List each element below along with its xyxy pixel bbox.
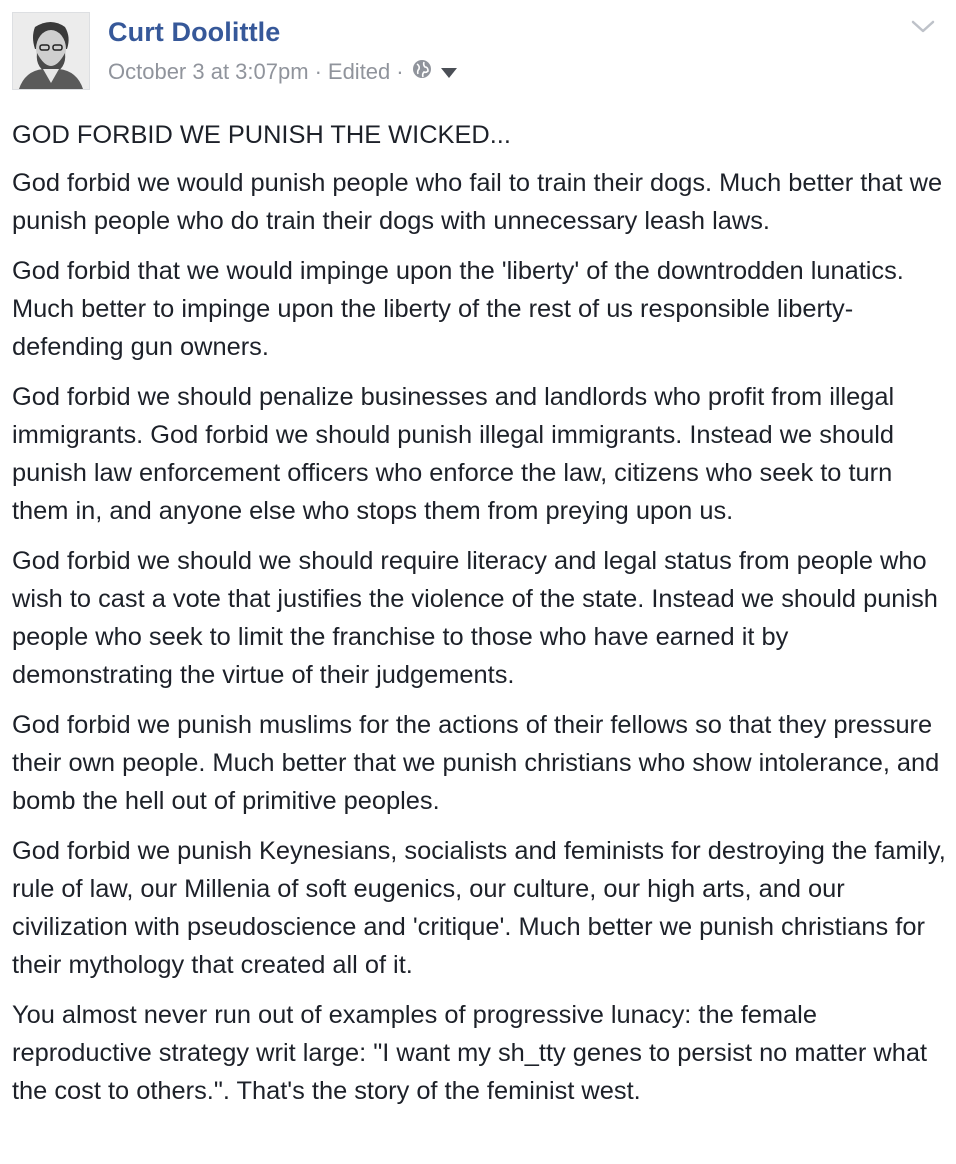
post-header	[12, 12, 944, 92]
meta-separator: ·	[314, 59, 322, 84]
post-paragraph: God forbid we would punish people who fail to train their dogs. Much better that we punish people who do train their dogs with unnecessary leash laws.	[12, 169, 943, 235]
post-paragraph: God forbid that we would impinge upon the 'liberty' of the downtrodden lunatics. Much better to impinge upon the liberty of the rest of us responsible liberty-defending gun owners.	[12, 257, 904, 361]
post-paragraph: God forbid we should penalize businesses and landlords who profit from illegal immigrants. God forbid we should punish illegal immigrants. Instead we should punish law enforcement officers who enforce the law, citizens who seek to turn them in, and anyone else who stops them from preying upon us.	[12, 383, 895, 525]
post-paragraph: God forbid we punish muslims for the actions of their fellows so that they pressure their own people. Much better that we punish christians who show intolerance, and bomb the hell out of primitive peoples.	[12, 711, 940, 815]
caret-down-icon[interactable]	[440, 59, 458, 85]
edited-label[interactable]: Edited	[327, 59, 391, 84]
post-body	[12, 116, 948, 1122]
profile-photo-icon	[13, 13, 89, 89]
post-timestamp[interactable]: October 3 at 3:07pm	[108, 59, 309, 84]
post-paragraph: God forbid we should we should require literacy and legal status from people who wish to cast a vote that justifies the violence of the state. Instead we should punish people who seek to limit the franchise to those who have earned it by demonstrating the virtue of their judgements.	[12, 547, 938, 689]
meta-separator: ·	[396, 59, 404, 84]
chevron-down-icon[interactable]	[910, 18, 936, 36]
post-meta	[108, 59, 458, 85]
avatar[interactable]	[12, 12, 90, 90]
post-paragraph: God forbid we punish Keynesians, socialists and feminists for destroying the family, rule of law, our Millenia of soft eugenics, our culture, our high arts, and our civilization with pseudoscience and 'critique'. Much better we punish christians for their mythology that created all of it.	[12, 837, 946, 979]
author-name[interactable]: Curt Doolittle	[108, 17, 281, 47]
post-headline: GOD FORBID WE PUNISH THE WICKED...	[12, 121, 511, 149]
post-paragraph: You almost never run out of examples of progressive lunacy: the female reproductive strategy writ large: "I want my sh_tty genes to persist no matter what the cost to others.". That's the story of the feminist west.	[12, 1001, 928, 1105]
globe-icon[interactable]	[412, 59, 432, 85]
